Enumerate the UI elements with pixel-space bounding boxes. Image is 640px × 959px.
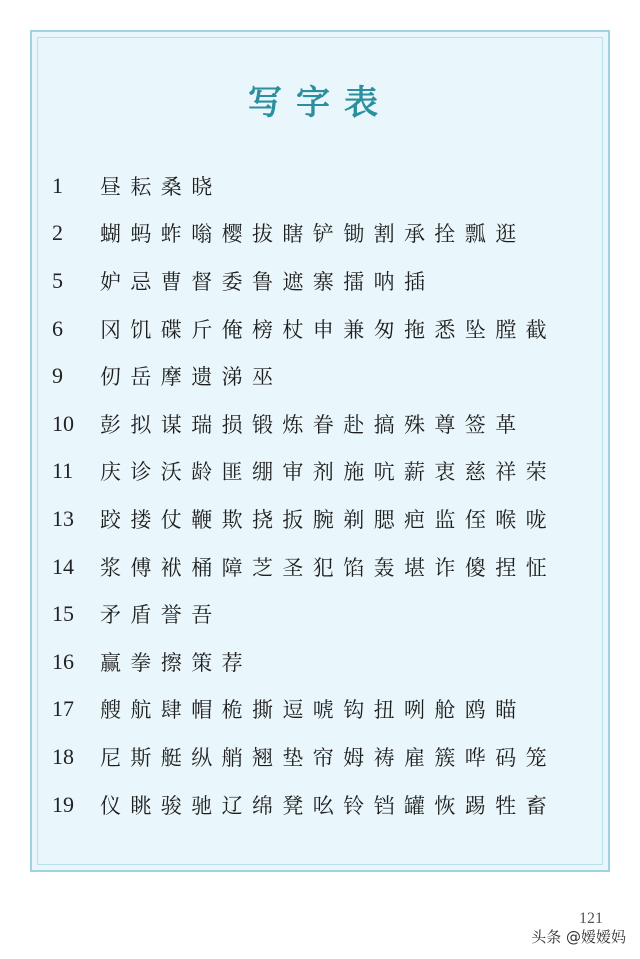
lesson-number: 15 bbox=[52, 601, 74, 627]
character-list: 彭拟谋瑞损锻炼眷赴搞殊尊签革 bbox=[100, 412, 526, 437]
table-row bbox=[52, 352, 608, 400]
table-row bbox=[52, 257, 608, 305]
character-list: 矛盾誉吾 bbox=[100, 603, 222, 628]
page-number: 121 bbox=[579, 910, 603, 927]
table-row bbox=[52, 638, 608, 686]
lesson-number: 2 bbox=[52, 220, 63, 246]
lesson-number: 13 bbox=[52, 505, 74, 531]
table-row bbox=[52, 448, 608, 496]
table-row bbox=[52, 686, 608, 734]
lesson-number: 5 bbox=[52, 267, 63, 293]
table-row bbox=[52, 590, 608, 638]
lesson-number: 9 bbox=[52, 363, 63, 389]
character-list: 蝴蚂蚱嗡樱拔瞎铲锄割承拴瓢逛 bbox=[100, 222, 526, 247]
table-row bbox=[52, 210, 608, 258]
character-list: 艘航肆帽桅撕逗唬钩扭咧舱鸥瞄 bbox=[100, 698, 526, 723]
table-row bbox=[52, 305, 608, 353]
lesson-number: 16 bbox=[52, 648, 74, 674]
lesson-number: 11 bbox=[52, 458, 74, 484]
character-list: 冈饥碟斤俺榜杖申兼匆拖悉坠膛截 bbox=[100, 317, 556, 342]
table-row bbox=[52, 400, 608, 448]
character-list: 妒忌曹督委鲁遮寨擂呐插 bbox=[100, 269, 435, 294]
table-row bbox=[52, 733, 608, 781]
watermark: 头条 @嫒嫒妈 bbox=[531, 928, 626, 946]
character-list: 跤搂仗鞭欺挠扳腕剃腮疤监侄喉咙 bbox=[100, 507, 556, 532]
page-title: 写字表 bbox=[248, 83, 392, 123]
character-list: 尼斯艇纵艄翘垫帘姆祷雇簇哗码笼 bbox=[100, 745, 556, 770]
character-list: 浆傅袱桶障芝圣犯馅轰堪诈傻捏怔 bbox=[100, 555, 556, 580]
table-row bbox=[52, 495, 608, 543]
character-table bbox=[52, 162, 608, 828]
character-list: 仞岳摩遗涕巫 bbox=[100, 365, 283, 390]
lesson-number: 10 bbox=[52, 410, 74, 436]
table-row bbox=[52, 543, 608, 591]
table-row bbox=[52, 781, 608, 829]
character-list: 赢拳擦策荐 bbox=[100, 650, 252, 675]
lesson-number: 18 bbox=[52, 743, 74, 769]
lesson-number: 1 bbox=[52, 172, 63, 198]
character-list: 庆诊沃龄匪绷审剂施吭薪衷慈祥荣 bbox=[100, 460, 556, 485]
lesson-number: 14 bbox=[52, 553, 74, 579]
lesson-number: 19 bbox=[52, 791, 74, 817]
lesson-number: 17 bbox=[52, 696, 74, 722]
character-list: 昼耘桑晓 bbox=[100, 174, 222, 199]
lesson-number: 6 bbox=[52, 315, 63, 341]
table-row bbox=[52, 162, 608, 210]
character-list: 仪眺骏驰辽绵凳吆铃铛罐恢踢牲畜 bbox=[100, 793, 556, 818]
